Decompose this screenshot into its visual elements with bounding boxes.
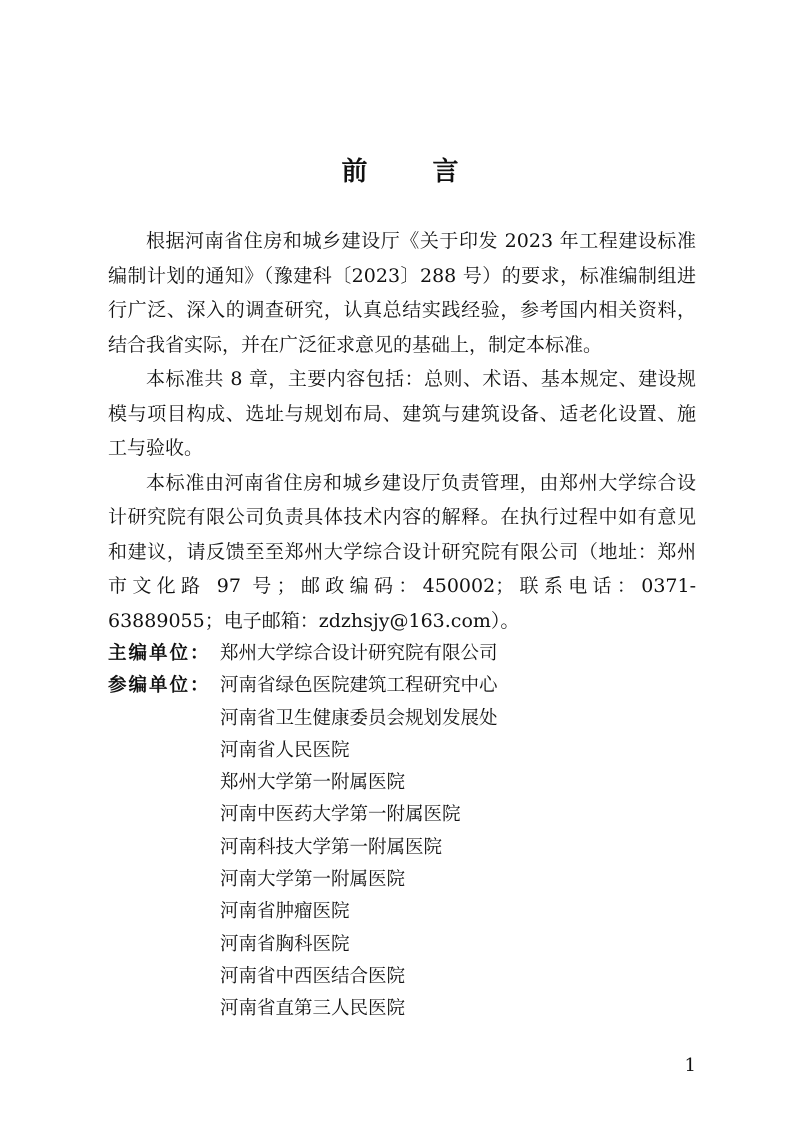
participating-unit: 河南大学第一附属医院: [220, 869, 406, 891]
participating-unit: 河南省卫生健康委员会规划发展处: [220, 707, 498, 729]
participating-list: [220, 670, 498, 1025]
participating-unit: 河南省人民医院: [220, 739, 350, 761]
preface-body: [108, 224, 696, 638]
participating-unit: 河南省绿色医院建筑工程研究中心: [220, 675, 498, 697]
chief-editor-row: [108, 638, 708, 670]
chief-editor-unit: 郑州大学综合设计研究院有限公司: [220, 643, 498, 664]
participating-unit: 河南中医药大学第一附属医院: [220, 804, 461, 826]
participating-unit: 河南省直第三人民医院: [220, 998, 406, 1020]
drafting-units: [108, 638, 708, 1026]
chief-editor-list: [220, 638, 498, 670]
paragraph-background: 根据河南省住房和城乡建设厅《关于印发 2023 年工程建设标准编制计划的通知》（豫建科〔2023〕288 号）的要求，标准编制组进行广泛、深入的调查研究，认真总结实践经验，参考国内相关资料，结合我省实际，并在广泛征求意见的基础上，制定本标准。: [108, 230, 696, 356]
participating-unit: 河南科技大学第一附属医院: [220, 836, 443, 858]
chief-editor-label: 主编单位：: [108, 643, 211, 664]
paragraph-contents: 本标准共 8 章，主要内容包括：总则、术语、基本规定、建设规模与项目构成、选址与规划布局、建筑与建筑设备、适老化设置、施工与验收。: [108, 368, 696, 459]
participating-unit: 河南省中西医结合医院: [220, 965, 406, 987]
page-title: 前 言: [341, 157, 487, 187]
participating-unit: 郑州大学第一附属医院: [220, 772, 406, 794]
participating-label: 参编单位：: [108, 675, 211, 697]
participating-unit: 河南省胸科医院: [220, 933, 350, 955]
participating-row: [108, 670, 708, 1025]
page-number: 1: [684, 1055, 696, 1076]
paragraph-management: 本标准由河南省住房和城乡建设厅负责管理，由郑州大学综合设计研究院有限公司负责具体技术内容的解释。在执行过程中如有意见和建议，请反馈至至郑州大学综合设计研究院有限公司（地址：郑州市文化路 97 号；邮政编码：450002；联系电话：0371-63889055；电子邮箱：zdzhsjy@163.com）。: [108, 471, 696, 632]
participating-unit: 河南省肿瘤医院: [220, 901, 350, 923]
